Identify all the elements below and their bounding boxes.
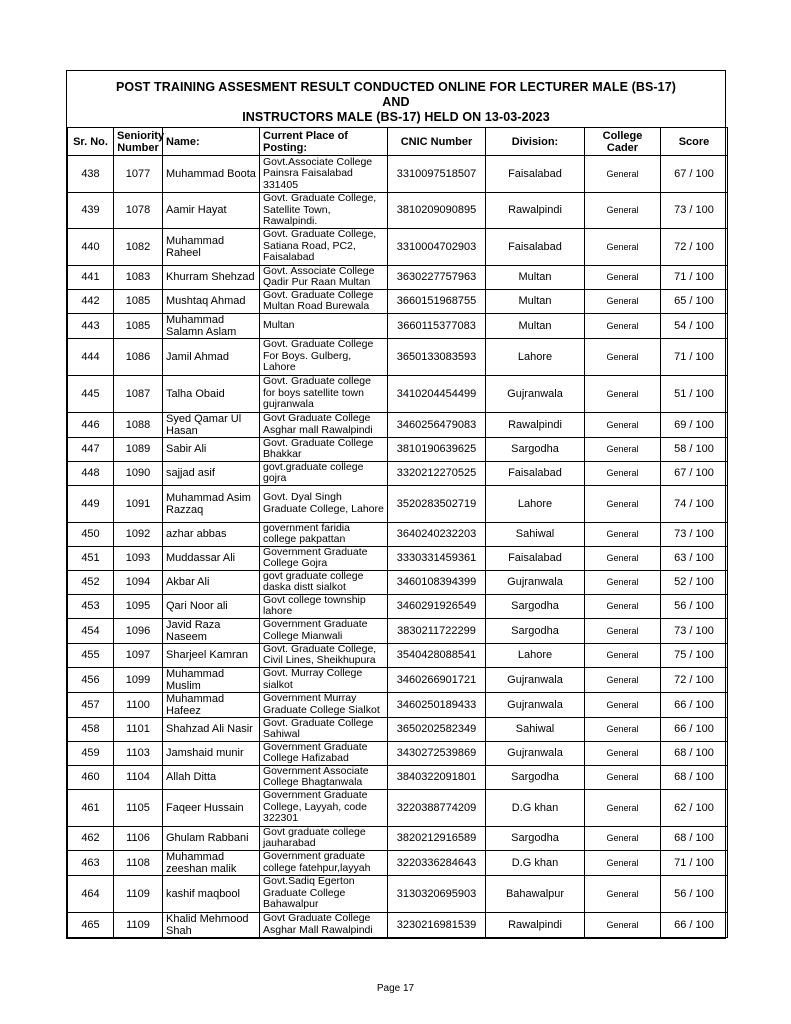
cell-cader: General: [585, 826, 661, 850]
cell-seniority: 1087: [114, 375, 163, 412]
cell-posting: Government Graduate College Gojra: [260, 546, 388, 570]
cell-posting: Govt. Graduate College, Civil Lines, Sheikhupura: [260, 643, 388, 667]
document-title: [67, 71, 725, 127]
cell-division: Rawalpindi: [486, 412, 585, 437]
cell-seniority: 1100: [114, 692, 163, 717]
cell-name: Jamil Ahmad: [163, 338, 260, 375]
cell-sr: 458: [68, 717, 114, 741]
cell-cnic: 3220336284643: [388, 850, 486, 875]
cell-division: Multan: [486, 265, 585, 289]
cell-cader: General: [585, 765, 661, 789]
cell-cader: General: [585, 485, 661, 522]
cell-posting: Government Graduate College Hafizabad: [260, 741, 388, 765]
cell-cnic: 3660115377083: [388, 313, 486, 338]
cell-division: Gujranwala: [486, 692, 585, 717]
cell-sr: 440: [68, 228, 114, 265]
table-row: [68, 643, 728, 667]
cell-posting: Govt. Graduate College, Satellite Town, Rawalpindi.: [260, 193, 388, 229]
cell-score: 66 / 100: [661, 717, 728, 741]
table-row: [68, 228, 728, 265]
cell-division: Sargodha: [486, 437, 585, 461]
cell-seniority: 1104: [114, 765, 163, 789]
cell-sr: 453: [68, 594, 114, 618]
cell-division: Sargodha: [486, 765, 585, 789]
cell-sr: 447: [68, 437, 114, 461]
cell-division: Sahiwal: [486, 717, 585, 741]
cell-cnic: 3460266901721: [388, 667, 486, 692]
cell-seniority: 1093: [114, 546, 163, 570]
cell-name: sajjad asif: [163, 461, 260, 485]
cell-cnic: 3460291926549: [388, 594, 486, 618]
header-posting: Current Place of Posting:: [260, 128, 388, 156]
cell-cader: General: [585, 461, 661, 485]
cell-name: Talha Obaid: [163, 375, 260, 412]
cell-sr: 459: [68, 741, 114, 765]
cell-name: Sabir Ali: [163, 437, 260, 461]
cell-cader: General: [585, 875, 661, 912]
cell-sr: 451: [68, 546, 114, 570]
cell-division: Rawalpindi: [486, 193, 585, 229]
header-name: Name:: [163, 128, 260, 156]
cell-cader: General: [585, 717, 661, 741]
cell-score: 62 / 100: [661, 789, 728, 826]
cell-cnic: 3650133083593: [388, 338, 486, 375]
cell-sr: 448: [68, 461, 114, 485]
cell-sr: 456: [68, 667, 114, 692]
cell-seniority: 1094: [114, 570, 163, 594]
cell-sr: 438: [68, 156, 114, 193]
cell-posting: Government Graduate College Mianwali: [260, 618, 388, 643]
cell-posting: Govt. Graduate College Sahiwal: [260, 717, 388, 741]
cell-posting: Govt graduate college jauharabad: [260, 826, 388, 850]
table-row: [68, 313, 728, 338]
cell-posting: Govt. Dyal Singh Graduate College, Lahore: [260, 485, 388, 522]
cell-cader: General: [585, 156, 661, 193]
cell-cnic: 3410204454499: [388, 375, 486, 412]
table-row: [68, 789, 728, 826]
cell-name: Muhammad zeeshan malik: [163, 850, 260, 875]
cell-cader: General: [585, 643, 661, 667]
cell-cader: General: [585, 522, 661, 546]
cell-posting: Govt. Graduate College Bhakkar: [260, 437, 388, 461]
cell-score: 58 / 100: [661, 437, 728, 461]
cell-posting: government faridia college pakpattan: [260, 522, 388, 546]
table-row: [68, 522, 728, 546]
cell-seniority: 1095: [114, 594, 163, 618]
cell-posting: Govt. Graduate college for boys satellite town gujranwala: [260, 375, 388, 412]
header-cader: College Cader: [585, 128, 661, 156]
cell-posting: Govt college township lahore: [260, 594, 388, 618]
cell-cnic: 3130320695903: [388, 875, 486, 912]
cell-cader: General: [585, 437, 661, 461]
cell-score: 66 / 100: [661, 912, 728, 937]
cell-division: Gujranwala: [486, 570, 585, 594]
cell-cnic: 3840322091801: [388, 765, 486, 789]
cell-division: Rawalpindi: [486, 912, 585, 937]
cell-name: Muddassar Ali: [163, 546, 260, 570]
cell-cader: General: [585, 546, 661, 570]
cell-cnic: 3540428088541: [388, 643, 486, 667]
result-sheet: [66, 70, 726, 939]
title-line-2: INSTRUCTORS MALE (BS-17) HELD ON 13-03-2023: [242, 110, 550, 124]
header-score: Score: [661, 128, 728, 156]
header-division: Division:: [486, 128, 585, 156]
cell-seniority: 1083: [114, 265, 163, 289]
table-row: [68, 875, 728, 912]
cell-posting: Govt Graduate College Asghar mall Rawalpindi: [260, 412, 388, 437]
cell-seniority: 1085: [114, 313, 163, 338]
cell-seniority: 1091: [114, 485, 163, 522]
cell-name: Jamshaid munir: [163, 741, 260, 765]
cell-seniority: 1086: [114, 338, 163, 375]
cell-posting: Govt. Graduate College, Satiana Road, PC2, Faisalabad: [260, 228, 388, 265]
cell-sr: 444: [68, 338, 114, 375]
table-row: [68, 265, 728, 289]
table-row: [68, 741, 728, 765]
table-row: [68, 667, 728, 692]
cell-sr: 441: [68, 265, 114, 289]
cell-division: Lahore: [486, 338, 585, 375]
cell-cnic: 3810209090895: [388, 193, 486, 229]
cell-seniority: 1092: [114, 522, 163, 546]
cell-cnic: 3230216981539: [388, 912, 486, 937]
cell-sr: 442: [68, 289, 114, 313]
table-row: [68, 618, 728, 643]
cell-cader: General: [585, 594, 661, 618]
cell-posting: Govt. Graduate College Multan Road Burewala: [260, 289, 388, 313]
cell-sr: 461: [68, 789, 114, 826]
cell-name: Aamir Hayat: [163, 193, 260, 229]
cell-seniority: 1101: [114, 717, 163, 741]
cell-seniority: 1088: [114, 412, 163, 437]
cell-cader: General: [585, 692, 661, 717]
cell-seniority: 1103: [114, 741, 163, 765]
cell-score: 63 / 100: [661, 546, 728, 570]
page-number: Page 17: [376, 983, 415, 994]
cell-name: Shahzad Ali Nasir: [163, 717, 260, 741]
cell-division: Gujranwala: [486, 375, 585, 412]
cell-name: Qari Noor ali: [163, 594, 260, 618]
table-row: [68, 850, 728, 875]
cell-posting: Government graduate college fatehpur,layyah: [260, 850, 388, 875]
cell-posting: Govt. Murray College sialkot: [260, 667, 388, 692]
cell-cnic: 3650202582349: [388, 717, 486, 741]
cell-score: 68 / 100: [661, 765, 728, 789]
cell-cnic: 3320212270525: [388, 461, 486, 485]
cell-seniority: 1109: [114, 912, 163, 937]
cell-cnic: 3460108394399: [388, 570, 486, 594]
table-row: [68, 461, 728, 485]
cell-name: Faqeer Hussain: [163, 789, 260, 826]
cell-sr: 464: [68, 875, 114, 912]
cell-seniority: 1108: [114, 850, 163, 875]
cell-posting: govt.graduate college gojra: [260, 461, 388, 485]
cell-score: 69 / 100: [661, 412, 728, 437]
cell-cader: General: [585, 228, 661, 265]
cell-division: Faisalabad: [486, 156, 585, 193]
cell-name: Muhammad Boota: [163, 156, 260, 193]
cell-posting: Govt.Associate College Painsra Faisalabad 331405: [260, 156, 388, 193]
table-row: [68, 546, 728, 570]
cell-division: Sargodha: [486, 594, 585, 618]
cell-score: 74 / 100: [661, 485, 728, 522]
cell-cnic: 3310097518507: [388, 156, 486, 193]
cell-cnic: 3220388774209: [388, 789, 486, 826]
cell-posting: Govt.Sadiq Egerton Graduate College Bahawalpur: [260, 875, 388, 912]
cell-division: Bahawalpur: [486, 875, 585, 912]
cell-division: Lahore: [486, 643, 585, 667]
cell-cnic: 3430272539869: [388, 741, 486, 765]
cell-division: Faisalabad: [486, 461, 585, 485]
cell-posting: Govt. Graduate College For Boys. Gulberg, Lahore: [260, 338, 388, 375]
cell-seniority: 1078: [114, 193, 163, 229]
cell-cader: General: [585, 789, 661, 826]
cell-sr: 463: [68, 850, 114, 875]
cell-name: Muhammad Hafeez: [163, 692, 260, 717]
cell-seniority: 1082: [114, 228, 163, 265]
table-row: [68, 338, 728, 375]
cell-sr: 454: [68, 618, 114, 643]
cell-sr: 449: [68, 485, 114, 522]
cell-cnic: 3520283502719: [388, 485, 486, 522]
cell-sr: 439: [68, 193, 114, 229]
cell-cader: General: [585, 850, 661, 875]
cell-cnic: 3310004702903: [388, 228, 486, 265]
cell-score: 68 / 100: [661, 741, 728, 765]
cell-score: 72 / 100: [661, 667, 728, 692]
cell-cader: General: [585, 618, 661, 643]
cell-name: Allah Ditta: [163, 765, 260, 789]
cell-sr: 452: [68, 570, 114, 594]
cell-score: 65 / 100: [661, 289, 728, 313]
cell-score: 71 / 100: [661, 850, 728, 875]
cell-name: Muhammad Raheel: [163, 228, 260, 265]
table-row: [68, 912, 728, 937]
table-row: [68, 485, 728, 522]
cell-cader: General: [585, 313, 661, 338]
table-row: [68, 717, 728, 741]
cell-seniority: 1077: [114, 156, 163, 193]
cell-division: Faisalabad: [486, 546, 585, 570]
cell-score: 73 / 100: [661, 618, 728, 643]
cell-score: 71 / 100: [661, 265, 728, 289]
cell-score: 67 / 100: [661, 461, 728, 485]
cell-cnic: 3460250189433: [388, 692, 486, 717]
cell-score: 56 / 100: [661, 594, 728, 618]
cell-seniority: 1109: [114, 875, 163, 912]
title-line-1: POST TRAINING ASSESMENT RESULT CONDUCTED ONLINE FOR LECTURER MALE (BS-17) AND: [115, 80, 677, 109]
cell-name: azhar abbas: [163, 522, 260, 546]
cell-sr: 465: [68, 912, 114, 937]
cell-cnic: 3630227757963: [388, 265, 486, 289]
cell-cnic: 3820212916589: [388, 826, 486, 850]
cell-sr: 457: [68, 692, 114, 717]
cell-score: 67 / 100: [661, 156, 728, 193]
table-row: [68, 765, 728, 789]
cell-posting: Government Graduate College, Layyah, code 322301: [260, 789, 388, 826]
cell-score: 51 / 100: [661, 375, 728, 412]
cell-sr: 445: [68, 375, 114, 412]
cell-score: 54 / 100: [661, 313, 728, 338]
table-row: [68, 156, 728, 193]
cell-score: 73 / 100: [661, 193, 728, 229]
cell-cnic: 3640240232203: [388, 522, 486, 546]
cell-division: Sahiwal: [486, 522, 585, 546]
cell-name: Ghulam Rabbani: [163, 826, 260, 850]
cell-posting: Multan: [260, 313, 388, 338]
cell-score: 66 / 100: [661, 692, 728, 717]
cell-score: 75 / 100: [661, 643, 728, 667]
cell-name: Sharjeel Kamran: [163, 643, 260, 667]
cell-name: kashif maqbool: [163, 875, 260, 912]
cell-name: Akbar Ali: [163, 570, 260, 594]
cell-sr: 443: [68, 313, 114, 338]
cell-score: 71 / 100: [661, 338, 728, 375]
header-row: [68, 128, 728, 156]
results-table: [67, 127, 728, 938]
cell-cader: General: [585, 375, 661, 412]
cell-score: 73 / 100: [661, 522, 728, 546]
cell-division: D.G khan: [486, 789, 585, 826]
cell-name: Muhammad Muslim: [163, 667, 260, 692]
cell-seniority: 1090: [114, 461, 163, 485]
cell-sr: 450: [68, 522, 114, 546]
table-row: [68, 594, 728, 618]
cell-posting: Government Murray Graduate College Sialkot: [260, 692, 388, 717]
cell-division: Gujranwala: [486, 741, 585, 765]
cell-seniority: 1105: [114, 789, 163, 826]
cell-name: Mushtaq Ahmad: [163, 289, 260, 313]
cell-cader: General: [585, 912, 661, 937]
cell-seniority: 1096: [114, 618, 163, 643]
cell-name: Syed Qamar Ul Hasan: [163, 412, 260, 437]
cell-division: Multan: [486, 289, 585, 313]
cell-cnic: 3830211722299: [388, 618, 486, 643]
cell-division: Gujranwala: [486, 667, 585, 692]
cell-posting: Govt Graduate College Asghar Mall Rawalpindi: [260, 912, 388, 937]
cell-seniority: 1099: [114, 667, 163, 692]
cell-posting: Government Associate College Bhagtanwala: [260, 765, 388, 789]
cell-score: 52 / 100: [661, 570, 728, 594]
cell-seniority: 1085: [114, 289, 163, 313]
table-row: [68, 289, 728, 313]
cell-name: Muhammad Salamn Aslam: [163, 313, 260, 338]
cell-cader: General: [585, 265, 661, 289]
cell-cnic: 3330331459361: [388, 546, 486, 570]
cell-seniority: 1089: [114, 437, 163, 461]
cell-posting: Govt. Associate College Qadir Pur Raan Multan: [260, 265, 388, 289]
table-row: [68, 826, 728, 850]
cell-score: 68 / 100: [661, 826, 728, 850]
table-row: [68, 437, 728, 461]
table-row: [68, 412, 728, 437]
cell-cader: General: [585, 741, 661, 765]
cell-division: Multan: [486, 313, 585, 338]
cell-name: Khalid Mehmood Shah: [163, 912, 260, 937]
cell-division: Faisalabad: [486, 228, 585, 265]
cell-division: D.G khan: [486, 850, 585, 875]
cell-sr: 455: [68, 643, 114, 667]
cell-score: 72 / 100: [661, 228, 728, 265]
cell-name: Muhammad Asim Razzaq: [163, 485, 260, 522]
cell-cader: General: [585, 193, 661, 229]
cell-cader: General: [585, 570, 661, 594]
cell-sr: 446: [68, 412, 114, 437]
cell-cader: General: [585, 338, 661, 375]
header-cnic: CNIC Number: [388, 128, 486, 156]
cell-cader: General: [585, 289, 661, 313]
header-seniority: Seniority Number: [114, 128, 163, 156]
cell-sr: 462: [68, 826, 114, 850]
cell-cnic: 3460256479083: [388, 412, 486, 437]
table-row: [68, 692, 728, 717]
table-row: [68, 570, 728, 594]
cell-seniority: 1106: [114, 826, 163, 850]
header-sr: Sr. No.: [68, 128, 114, 156]
table-row: [68, 375, 728, 412]
table-row: [68, 193, 728, 229]
cell-sr: 460: [68, 765, 114, 789]
cell-cader: General: [585, 667, 661, 692]
cell-cnic: 3660151968755: [388, 289, 486, 313]
cell-score: 56 / 100: [661, 875, 728, 912]
cell-division: Lahore: [486, 485, 585, 522]
cell-cader: General: [585, 412, 661, 437]
cell-division: Sargodha: [486, 618, 585, 643]
cell-name: Javid Raza Naseem: [163, 618, 260, 643]
cell-seniority: 1097: [114, 643, 163, 667]
cell-cnic: 3810190639625: [388, 437, 486, 461]
cell-name: Khurram Shehzad: [163, 265, 260, 289]
cell-division: Sargodha: [486, 826, 585, 850]
cell-posting: govt graduate college daska distt sialkot: [260, 570, 388, 594]
